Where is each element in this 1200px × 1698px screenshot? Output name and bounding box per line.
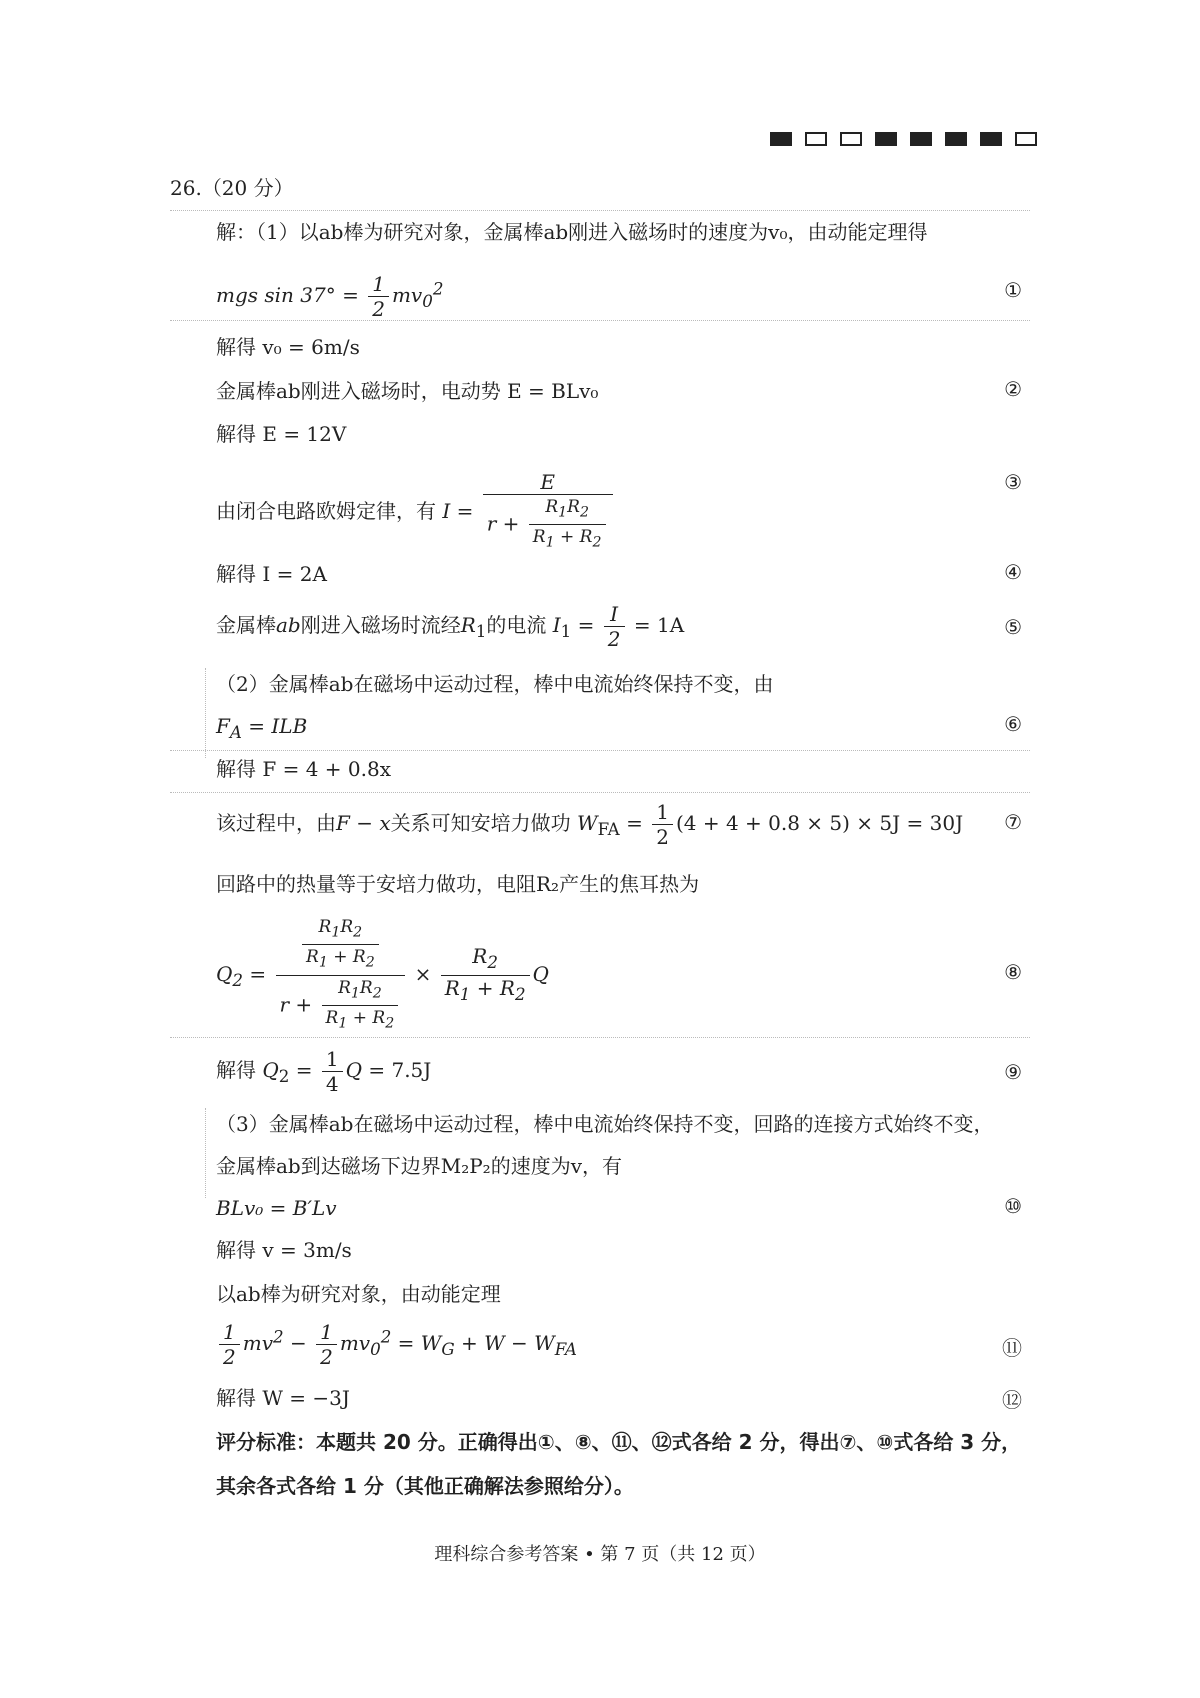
eq-11: $\frac{1}{2}$ $mv^2$ − $\frac{1}{2}$ $mv_0^2 = W_G + W - W_{FA}$ [216,1320,1022,1369]
line-18: BLv₀ = B′Lv [216,1196,337,1220]
line-3: 解得 v₀ = 6m/s [216,335,360,359]
eq-num-4: ④ [1004,560,1022,584]
line-4: 金属棒ab刚进入磁场时，电动势 E = BLv₀ [216,379,599,403]
mark-filled [945,132,967,146]
eq-num-8: ⑧ [1004,960,1022,984]
line-9: （2）金属棒ab在磁场中运动过程，棒中电流始终保持不变，由 [216,672,774,696]
question-number: 26. [170,176,202,200]
eq-num-2: ② [1004,377,1022,401]
eq-num-6: ⑥ [1004,712,1022,736]
header-marks [770,132,1037,146]
divider [170,1037,1030,1038]
line-7: 解得 I = 2A [216,562,327,586]
line-8: 金属棒ab刚进入磁场时流经$R_1$的电流 $I_1$ = $\frac{I}{2}$ = 1A [216,602,685,651]
scoring-line-1: 评分标准：本题共 20 分。正确得出①、⑧、⑪、⑫式各给 2 分，得出⑦、⑩式各给 3 分， [216,1430,1022,1454]
mark-empty [1015,132,1037,146]
line-10: $F_A$ = ILB [216,714,308,742]
mark-filled [910,132,932,146]
mark-empty [840,132,862,146]
line-13: 回路中的热量等于安培力做功，电阻R₂产生的焦耳热为 [216,872,700,896]
divider [170,792,1030,793]
page-footer: 理科综合参考答案 • 第 7 页（共 12 页） [434,1544,766,1565]
eq-num-5: ⑤ [1004,615,1022,639]
eq-num-10: ⑩ [1004,1194,1022,1218]
eq-1: mgs sin 37° = $\frac{1}{2}$ $mv_0^2$ [216,272,444,321]
line-17: 金属棒ab到达磁场下边界M₂P₂的速度为v，有 [216,1154,622,1178]
eq-num-3: ③ [1004,470,1022,494]
line-6: 由闭合电路欧姆定律，有 I = E r + $\frac{R_1R_2}{R_1 + R_2}$ [216,470,1022,555]
mark-filled [980,132,1002,146]
line-19: 解得 v = 3m/s [216,1238,352,1262]
line-5: 解得 E = 12V [216,422,347,446]
eq-num-1: ① [1004,278,1022,302]
mark-empty [805,132,827,146]
divider [170,320,1030,321]
line-1: 解：（1）以ab棒为研究对象，金属棒ab刚进入磁场时的速度为v₀，由动能定理得 [216,220,928,244]
line-20: 以ab棒为研究对象，由动能定理 [216,1282,501,1306]
eq-num-7: ⑦ [1004,810,1022,834]
line-16: （3）金属棒ab在磁场中运动过程，棒中电流始终保持不变，回路的连接方式始终不变， [216,1112,994,1136]
divider [170,210,1030,211]
line-12: 该过程中，由F − x关系可知安培力做功 $W_{FA}$ = $\frac{1}{2}$ (4 + 4 + 0.8 × 5) × 5J = 30J [216,800,964,849]
eq-num-9: ⑨ [1004,1060,1022,1084]
divider [205,668,206,758]
line-22: 解得 W = −3J [216,1386,350,1410]
mark-filled [875,132,897,146]
eq-num-11: ⑪ [1002,1336,1022,1360]
divider [170,750,1030,751]
question-header [170,172,294,201]
divider [205,1108,206,1198]
question-score: （20 分） [201,176,294,200]
line-15: 解得 $Q_2$ = $\frac{1}{4}$ Q = 7.5J [216,1047,432,1096]
scoring-line-2: 其余各式各给 1 分（其他正确解法参照给分）。 [216,1474,634,1498]
mark-filled [770,132,792,146]
eq-8: $Q_2$ = $\frac{R_1R_2}{R_1 + R_2}$ r + $\frac{R_1R_2}{R_1 + R_2}$ × $\frac{R_2}{R_1 + R_2}$ Q [216,917,549,1032]
line-11: 解得 F = 4 + 0.8x [216,757,391,781]
eq-num-12: ⑫ [1002,1388,1022,1412]
